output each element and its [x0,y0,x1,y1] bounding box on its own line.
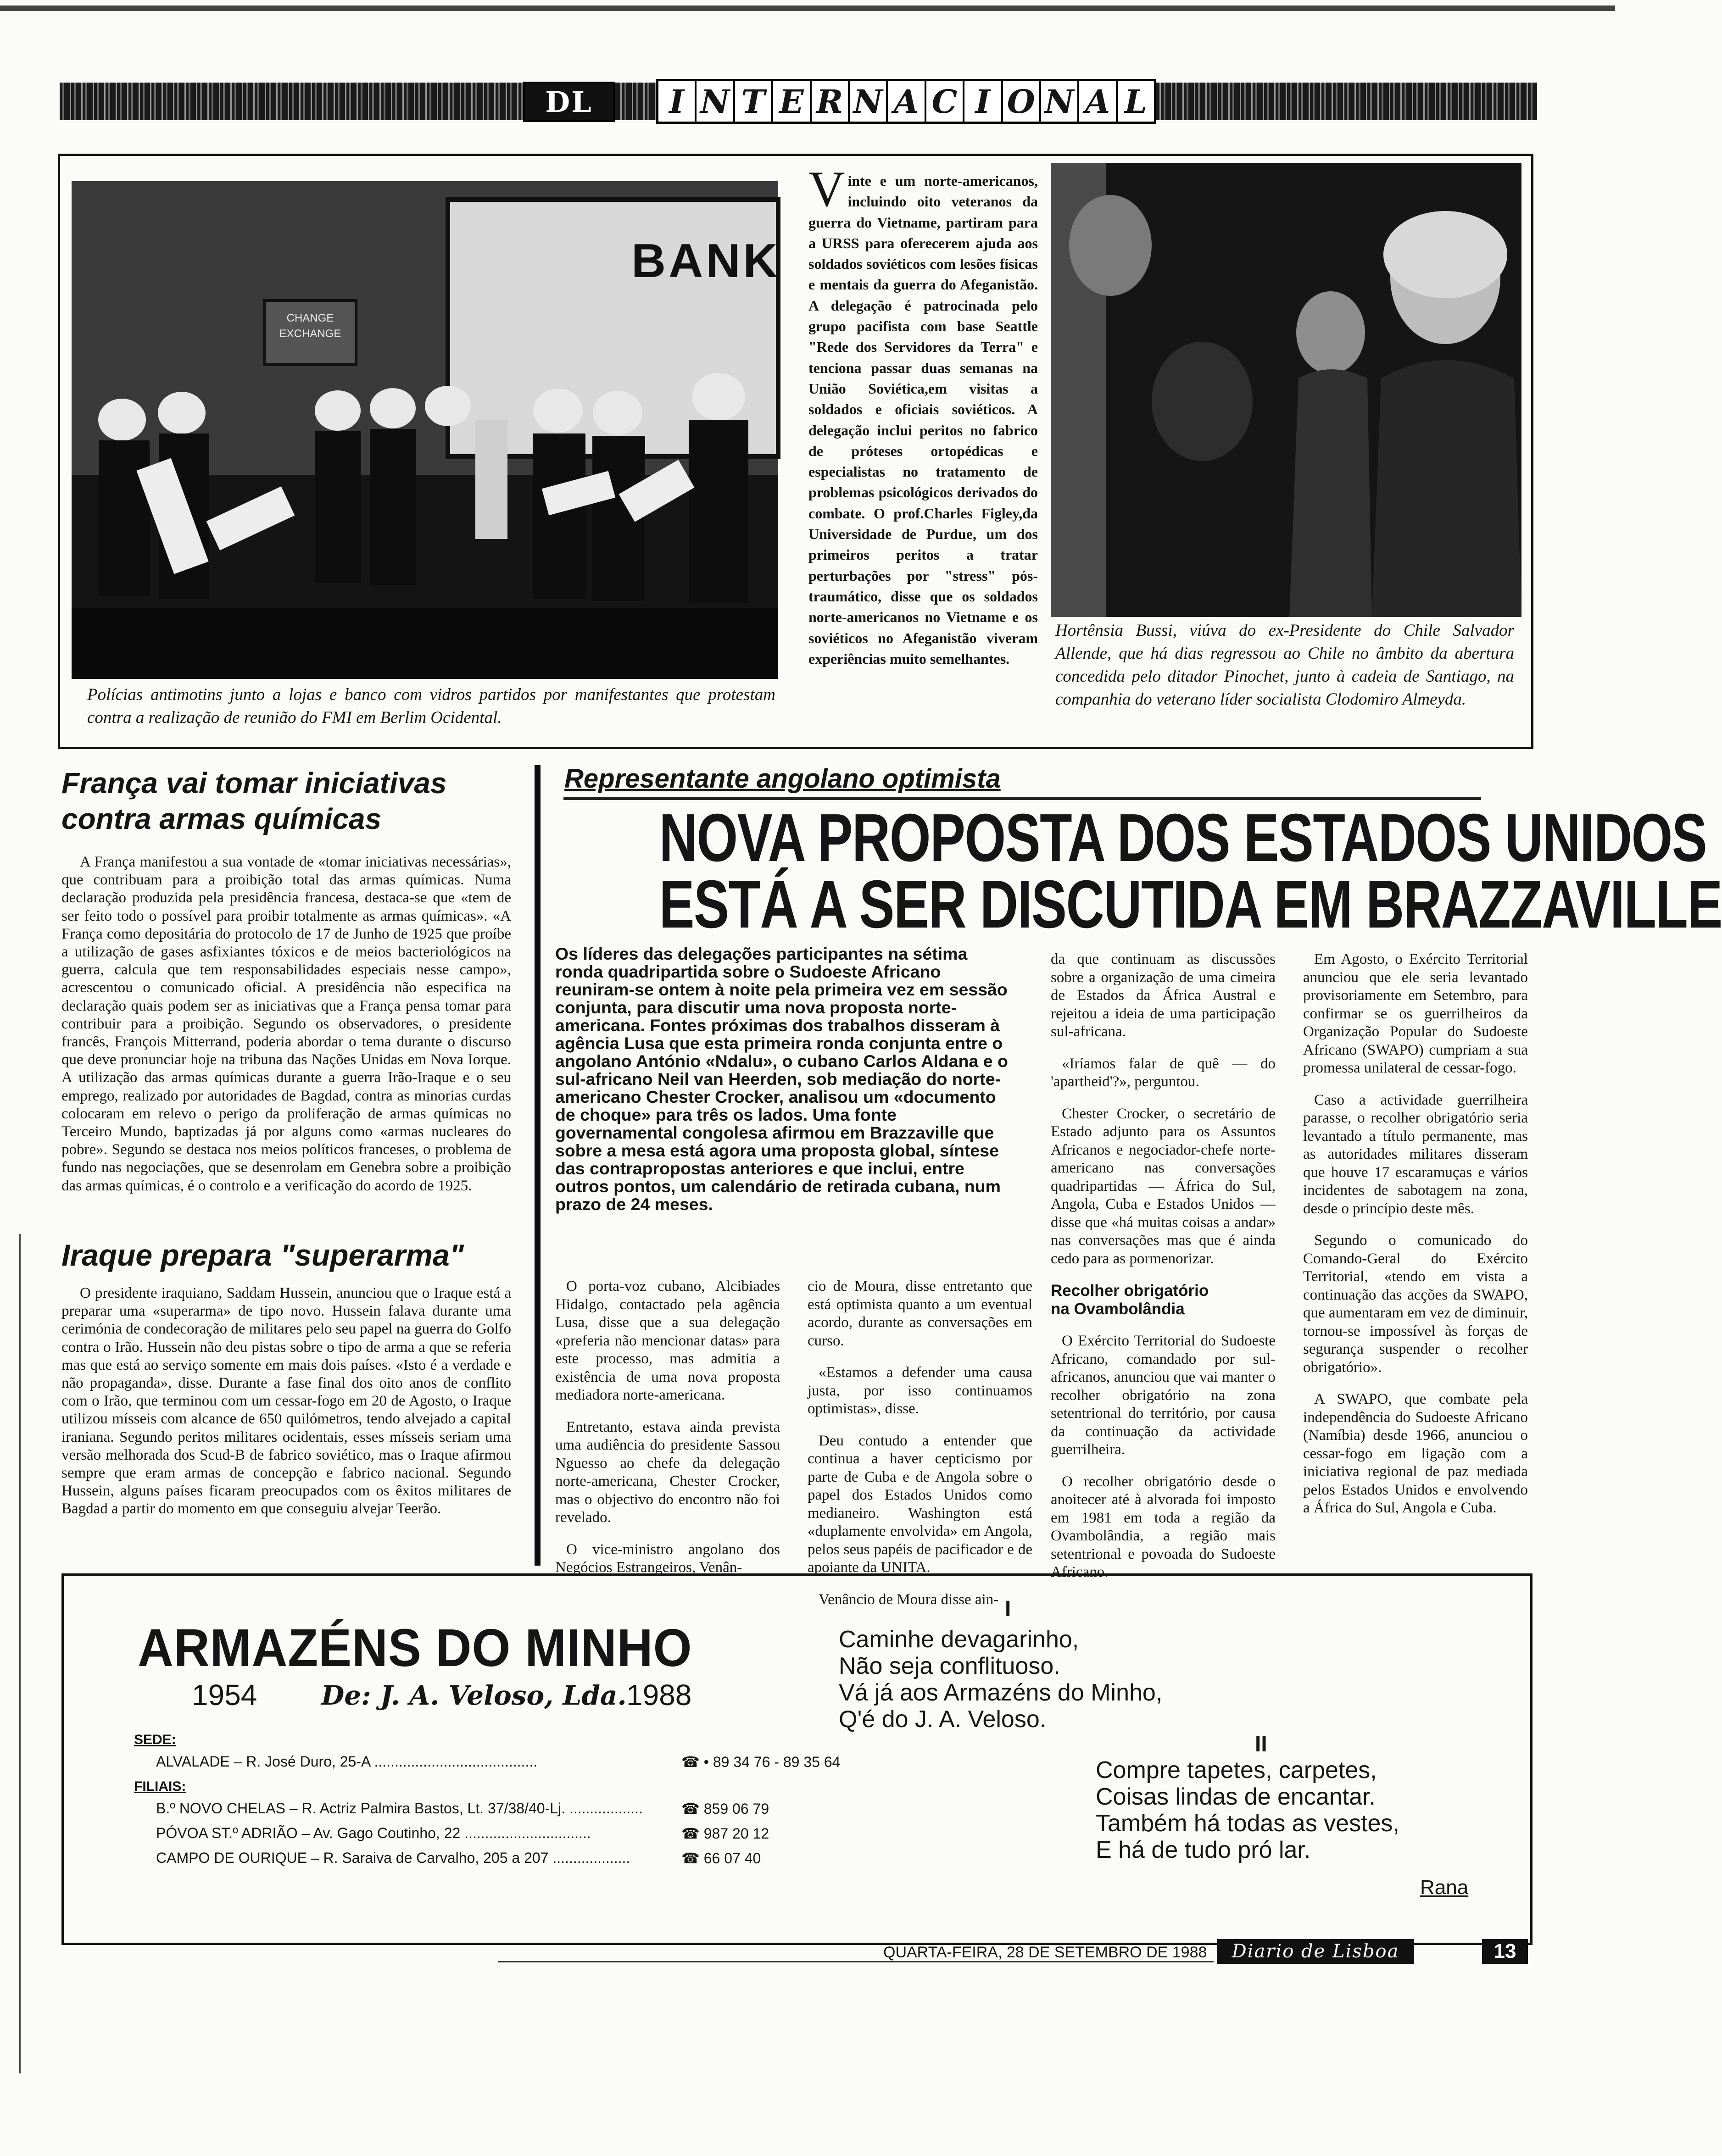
ad-address: CAMPO DE OURIQUE – R. Saraiva de Carvalho, 205 a 207 ................... [156,1850,630,1866]
ad-address-row [156,1753,841,1770]
ad-address: B.º NOVO CHELAS – R. Actriz Palmira Bastos, Lt. 37/38/40-Lj. .................. [156,1800,643,1817]
paragraph: cio de Moura, disse entretanto que está optimista quanto a um eventual acordo, durante as conversações em curso. [808,1278,1032,1349]
riot-police-photo [72,181,778,679]
bank-sign: BANK [631,234,780,288]
paragraph: O porta-voz cubano, Alcibiades Hidalgo, contactado pela agência Lusa, disse que a sua delegação «preferia não mencionar datas» para este processo, mas admitia a existência de uma nova proposta mediadora norte-americana. [555,1278,780,1403]
ad-year-end: 1988 [626,1678,692,1711]
exchange-sign [273,311,347,342]
section-letter: E [773,81,811,122]
allende-widow-caption: Hortênsia Bussi, viúva do ex-Presidente do Chile Salvador Allende, que há dias regressou ao Chile no âmbito da abertura concedida pelo ditador Pinochet, junto à cadeia de Santiago, na companhia do veterano líder socialista Clodomiro Almeyda. [1055,621,1514,709]
iraq-headline: Iraque prepara "superarma" [61,1238,464,1272]
main-headline-line2: ESTÁ A SER DISCUTIDA EM BRAZZAVILLE [659,867,1722,942]
ad-address-row [156,1825,780,1842]
subhead-line: Recolher obrigatório [1051,1282,1209,1300]
verse-line: E há de tudo pró lar. [1096,1837,1311,1863]
section-letter: R [812,81,850,122]
ad-signature: Rana [1420,1876,1469,1899]
ad-phone: ☎ • 89 34 76 - 89 35 64 [681,1754,841,1770]
ad-verse-2 [1096,1757,1509,1863]
section-letter: O [1003,81,1041,122]
paragraph: «Estamos a defender uma causa justa, por isso continuamos optimistas», disse. [808,1364,1032,1417]
paragraph: Caso a actividade guerrilheira parasse, o recolher obrigatório seria levantado a título permanente, mas as autoridades militares disseram que houve 17 escaramuças e vários incidentes de sabotagem na zona, desde o princípio deste mês. [1303,1091,1528,1217]
section-letter: I [964,81,1003,122]
drop-cap: V [808,161,845,217]
section-letter: L [1124,82,1147,121]
portrait-illustration [1051,163,1521,617]
allende-widow-photo [1051,163,1521,617]
ad-address: PÓVOA ST.º ADRIÃO – Av. Gago Coutinho, 22 ............................... [156,1825,591,1841]
main-story-column-3 [1051,950,1276,1582]
newspaper-logo: DL [523,82,615,122]
margin-rule [19,1234,21,2073]
paragraph: da que continuam as discussões sobre a organização de uma cimeira de Estados da África Austral e rejeitou a ideia de uma participação sul-africana. [1051,951,1276,1040]
veterans-brief [808,161,1038,669]
paragraph: «Iríamos falar de quê — do 'apartheid'?», perguntou. [1051,1055,1276,1090]
section-letter: N [1041,81,1079,122]
ad-brand-name: ARMAZÉNS DO MINHO [138,1618,692,1678]
page-number: 13 [1482,1939,1528,1964]
paragraph: Em Agosto, o Exército Territorial anunciou que ele seria levantado provisoriamente em Setembro, para confirmar se os guerrilheiros da Organização Popular do Sudoeste Africano (SWAPO) cumpriam a sua promessa unilateral de cessar-fogo. [1303,951,1528,1076]
iraq-article: O presidente iraquiano, Saddam Hussein, anunciou que o Iraque está a preparar uma «superarma» de tipo novo. Hussein falava durante uma cerimónia de condecoração de militares pelo seu papel na guerra do Golfo contra o Irão. Hussein não deu pistas sobre o tipo de arma a que se referia mas que está ao serviço somente em mais dois países. «Isto é a verdade e não propaganda», disse. Durante a fase final dos oito anos de conflito com o Irão, que terminou com um cessar-fogo em 20 de Agosto, o Iraque utilizou mísseis com alcance de 650 quilómetros, tendo alvejado a capital iraniana. Segundo peritos militares ocidentais, esses mísseis seriam uma versão melhorada dos Scud-B de fabrico soviético, mas o Iraque afirmou sempre que eram armas de concepção e fabrico nacional. Segundo Hussein, alguns países ficaram preocupados com os êxitos militares de Bagdad a partir do momento em que conseguiu alvejar Teerão. [61,1285,511,1517]
subhead-line: na Ovambolândia [1051,1300,1185,1318]
verse-line: Não seja conflituoso. [839,1653,1060,1679]
ad-address: ALVALADE – R. José Duro, 25-A ........................................ [156,1753,538,1770]
paragraph: O recolher obrigatório desde o anoitecer até à alvorada foi imposto em 1981 em toda a região da Ovambolândia, a região mais setentrional e povoada do Sudoeste Africano. [1051,1473,1276,1580]
section-letter: N [697,81,735,122]
main-story-lead: Os líderes das delegações participantes na sétima ronda quadripartida sobre o Sudoeste Africano reuniram-se ontem à noite pela primeira vez em sessão conjunta, para discutir uma nova proposta norte-americana. Fontes próximas dos trabalhos disseram à agência Lusa que esta primeira ronda conjunta entre o angolano António «Ndalu», o cubano Carlos Aldana e o sul-africano Neil van Heerden, sob mediação do norte-americano Chester Crocker, analisou um «documento de choque» para três os lados. Uma fonte governamental congolesa afirmou em Brazzaville que sobre a mesa está agora uma proposta global, síntese das contrapropostas anteriores e que inclui, entre outros pontos, um calendário de retirada cubana, num prazo de 24 meses. [555,944,1008,1214]
france-article: A França manifestou a sua vontade de «tomar iniciativas necessárias», que contribuam para a proibição total das armas químicas. Numa declaração produzida pela presidência francesa, destaca-se que «tem de ser feito todo o possível para proibir totalmente as armas químicas». «A França como depositária do protocolo de 17 de Junho de 1925 que proíbe a utilização de gases asfixiantes tóxicos e de meios bacteriológicos na guerra, calcula que tem responsabilidades especiais nesse campo», acrescentou o comunicado oficial. A presidência não especifica na declaração quais podem ser as iniciativas que a França pensa tomar para contribuir para a proibição. Segundo os observadores, o presidente francês, François Mitterrand, poderia abordar o tema durante o discurso que deve pronunciar hoje na tribuna das Nações Unidas em Nova Iorque. A utilização das armas químicas durante a guerra Irão-Iraque e o seu emprego, realizado por autoridades de Bagdad, contra as minorias curdas colocaram em relevo o perigo da proliferação de armas químicas no Terceiro Mundo, baptizadas já por alguns como «armas nucleares do pobre». Segundo se destaca nos meios políticos franceses, o problema de fundo nas negociações, que se desenrolam em Genebra sobre a proibição das armas químicas, é o controlo e a verificação do acordo de 1925. [61,854,511,1194]
section-letter: T [735,81,773,122]
paragraph: A SWAPO, que combate pela independência do Sudoeste Africano (Namíbia) desde 1966, anunciou o cessar-fogo em ligação com a iniciativa regional de paz mediada pelos Estados Unidos e envolvendo a África do Sul, Angola e Cuba. [1303,1391,1528,1516]
riot-photo-caption: Polícias antimotins junto a lojas e banco com vidros partidos por manifestantes que protestam contra a realização de reunião do FMI em Berlim Ocidental. [87,685,775,727]
france-headline [61,765,511,837]
ad-phone: ☎ 987 20 12 [681,1825,769,1842]
section-letter: A [888,81,926,122]
verse-line: Vá já aos Armazéns do Minho, [839,1679,1163,1706]
ad-company-name: De: J. A. Veloso, Lda. [321,1680,627,1711]
paragraph: Chester Crocker, o secretário de Estado adjunto para os Assuntos Africanos e negociador-chefe norte-americano nas conversações quadripartidas — África do Sul, Angola, Cuba e Estados Unidos — disse que «há muitas coisas a andar» nas conversações mas que é ainda cedo para as pormenorizar. [1051,1105,1276,1267]
france-headline-line: contra armas químicas [61,802,382,835]
main-story-column-2 [808,1278,1032,1609]
main-story-column-4 [1303,950,1528,1517]
section-letter: N [850,81,888,122]
main-story-rule [535,765,541,1566]
paragraph: O Exército Territorial do Sudoeste Africano, comandado por sul-africanos, anunciou que vai manter o recolher obrigatório na zona setentrional do território, por causa da continuação da actividade guerrilheira. [1051,1333,1276,1458]
top-rule [0,6,1615,11]
section-title [656,79,1156,124]
ad-address-row [156,1800,780,1817]
main-story-column-1 [555,1278,780,1577]
paragraph: Venâncio de Moura disse ain- [819,1591,999,1608]
veterans-brief-text: inte e um norte-americanos, incluindo oito veteranos da guerra do Vietname, partiram para a URSS para oferecerem ajuda aos soldados soviéticos com lesões físicas e mentais da guerra do Afeganistão. A delegação é patrocinada pelo grupo pacifista com base Seattle "Rede dos Servidores da Terra" e tenciona passar duas semanas na União Soviética,em visitas a soldados e oficiais soviéticos. A delegação inclui peritos no fabrico de próteses ortopédicas e especialistas no tratamento de problemas psicológicos derivados do combate. O prof.Charles Figley,da Universidade de Purdue, um dos primeiros peritos a tratar perturbações por "stress" pós-traumático, disse que os soldados norte-americanos no Vietname e os soviéticos no Afeganistão viveram experiências muito semelhantes. [808,172,1038,667]
ad-phone: ☎ 859 06 79 [681,1800,769,1817]
verse-line: Também há todas as vestes, [1096,1810,1399,1837]
ad-verse-1 [839,1626,1275,1733]
verse-line: Compre tapetes, carpetes, [1096,1757,1377,1784]
footer-date: QUARTA-FEIRA, 28 DE SETEMBRO DE 1988 [883,1944,1207,1961]
paragraph: Deu contudo a entender que continua a haver cepticismo por parte de Cuba e de Angola sobre o papel dos Estados Unidos como medianeiro. Washington está «duplamente envolvida» em Angola, pelos seus papéis de pacificador e de apoiante da UNITA. [808,1432,1032,1576]
ad-filiais-label: FILIAIS: [134,1779,186,1794]
section-letter: C [926,81,964,122]
ad-sede-label: SEDE: [134,1732,176,1747]
exchange-sign-line: EXCHANGE [279,328,341,340]
verse-line: Caminhe devagarinho, [839,1626,1079,1653]
verse-line: Coisas lindas de encantar. [1096,1784,1376,1810]
paragraph: Entretanto, estava ainda prevista uma audiência do presidente Sassou Nguesso ao chefe da delegação norte-americana, Chester Crocker, mas o objectivo do encontro não foi revelado. [555,1418,780,1526]
exchange-sign-line: CHANGE [286,312,334,324]
section-letter: A [1079,81,1117,122]
section-letter: I [658,81,697,122]
paragraph: Segundo o comunicado do Comando-Geral do Exército Territorial, «tendo em vista a continuação das acções da SWAPO, que aumentaram em vez de diminuir, tornou-se impossível às forças de segurança suspender o recolher obrigatório». [1303,1232,1528,1376]
ad-address-row [156,1850,780,1867]
paragraph: O vice-ministro angolano dos Negócios Estrangeiros, Venân- [555,1541,780,1576]
ad-phone: ☎ 66 07 40 [681,1850,761,1867]
france-headline-line: França vai tomar iniciativas [61,767,447,800]
verse-numeral: I [1005,1597,1011,1621]
verse-line: Q'é do J. A. Veloso. [839,1706,1047,1733]
verse-numeral: II [1255,1732,1267,1756]
main-story-kicker: Representante angolano optimista [564,764,1001,794]
ad-year-start: 1954 [192,1678,257,1711]
curfew-subhead [1051,1282,1276,1318]
main-headline-line1: NOVA PROPOSTA DOS ESTADOS UNIDOS [659,800,1707,876]
footer-masthead: Diario de Lisboa [1217,1939,1414,1964]
